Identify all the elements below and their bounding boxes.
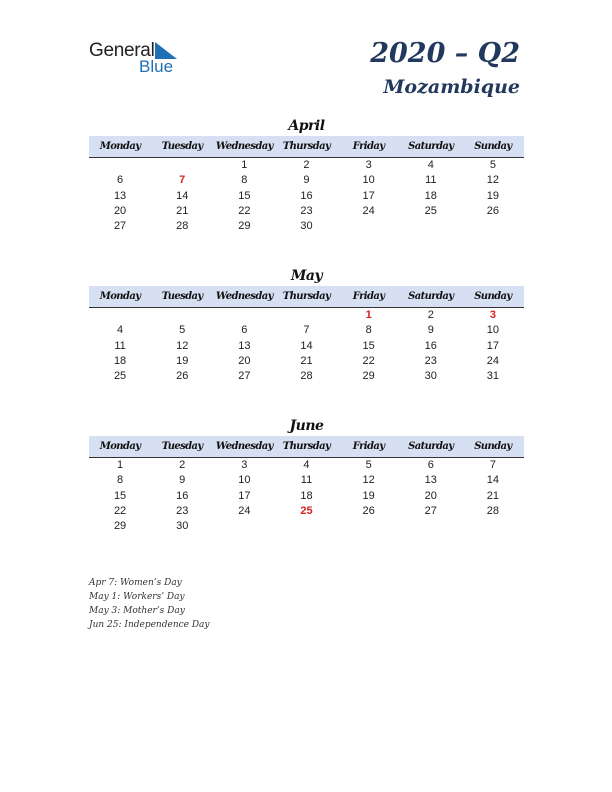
day-cell: 8	[241, 174, 248, 187]
day-cell: 20	[113, 204, 127, 217]
day-cell: 16	[424, 339, 437, 352]
weekday-label: Thursday	[282, 291, 331, 302]
day-cell: 12	[486, 174, 500, 187]
weekday-label: Saturday	[408, 141, 454, 152]
month-grid	[89, 158, 524, 234]
day-cell: 7	[179, 174, 186, 187]
day-cell: 21	[300, 354, 313, 367]
week-row	[89, 158, 524, 173]
week-row	[89, 339, 524, 354]
holiday-note: Jun 25: Independence Day	[89, 620, 210, 630]
day-cell: 21	[486, 489, 500, 502]
weekday-label: Tuesday	[161, 291, 203, 302]
weekday-label: Friday	[352, 441, 385, 452]
day-cell: 27	[424, 504, 437, 517]
day-cell: 24	[238, 504, 251, 517]
week-row	[89, 219, 524, 234]
day-cell: 11	[114, 339, 126, 352]
holiday-note: May 1: Workers’ Day	[89, 592, 185, 602]
week-row	[89, 369, 524, 384]
day-cell: 14	[176, 189, 189, 202]
day-cell: 22	[113, 504, 127, 517]
weekday-label: Wednesday	[215, 441, 273, 452]
day-cell: 9	[179, 474, 186, 487]
day-cell: 5	[489, 159, 496, 171]
day-cell: 30	[176, 520, 189, 533]
month-may	[89, 266, 524, 384]
month-june	[89, 416, 524, 534]
weekday-label: Wednesday	[215, 141, 273, 152]
day-cell: 2	[179, 459, 186, 471]
day-cell: 19	[176, 354, 189, 367]
month-grid	[89, 458, 524, 534]
day-cell: 28	[176, 220, 189, 233]
day-cell: 18	[113, 354, 127, 367]
country-name: Mozambique	[383, 76, 520, 98]
week-row	[89, 354, 524, 369]
week-row	[89, 323, 524, 338]
day-cell	[275, 519, 337, 534]
day-cell: 5	[179, 324, 186, 337]
week-row	[89, 308, 524, 323]
month-april	[89, 116, 524, 234]
day-cell: 11	[425, 174, 437, 187]
day-cell: 8	[365, 324, 372, 337]
day-cell: 6	[427, 459, 434, 471]
day-cell: 13	[238, 339, 251, 352]
day-cell: 13	[424, 474, 437, 487]
day-cell: 30	[424, 370, 437, 383]
day-cell: 27	[113, 220, 127, 233]
day-cell: 22	[238, 204, 251, 217]
day-cell: 18	[424, 189, 437, 202]
day-cell: 15	[238, 189, 251, 202]
day-cell: 16	[300, 189, 313, 202]
weekday-label: Saturday	[408, 291, 454, 302]
day-cell: 10	[486, 324, 500, 337]
day-cell: 12	[176, 339, 189, 352]
day-cell: 7	[489, 459, 496, 471]
day-cell	[338, 219, 400, 234]
day-cell: 1	[241, 159, 248, 171]
day-cell: 15	[362, 339, 375, 352]
holiday-note: May 3: Mother’s Day	[89, 606, 185, 616]
weekday-label: Sunday	[474, 291, 512, 302]
day-cell: 7	[303, 324, 310, 337]
day-cell: 14	[486, 474, 500, 487]
day-cell: 24	[486, 354, 500, 367]
weekday-label: Tuesday	[161, 441, 203, 452]
day-cell: 28	[486, 504, 500, 517]
week-row	[89, 473, 524, 488]
day-cell: 19	[486, 189, 500, 202]
day-cell	[400, 519, 462, 534]
weekday-label: Saturday	[408, 441, 454, 452]
day-cell: 17	[486, 339, 500, 352]
week-row	[89, 519, 524, 534]
day-cell	[338, 519, 400, 534]
day-cell: 20	[424, 489, 437, 502]
day-cell: 9	[427, 324, 434, 337]
day-cell: 25	[424, 204, 437, 217]
day-cell: 12	[362, 474, 375, 487]
day-cell: 27	[238, 370, 251, 383]
week-row	[89, 173, 524, 188]
weekday-label: Friday	[352, 141, 385, 152]
week-row	[89, 458, 524, 473]
weekday-label: Thursday	[282, 141, 331, 152]
day-cell: 23	[300, 204, 313, 217]
logo-text-blue: Blue	[139, 57, 174, 76]
day-cell: 2	[427, 309, 434, 321]
day-cell: 22	[362, 354, 375, 367]
weekday-label: Thursday	[282, 441, 331, 452]
day-cell: 23	[424, 354, 437, 367]
day-cell: 31	[486, 370, 500, 383]
weekday-label: Wednesday	[215, 291, 273, 302]
weekday-label: Friday	[352, 291, 385, 302]
month-grid	[89, 308, 524, 384]
day-cell: 26	[486, 204, 500, 217]
day-cell: 13	[113, 189, 127, 202]
day-cell: 2	[303, 159, 310, 171]
day-cell: 21	[176, 204, 189, 217]
day-cell: 19	[362, 489, 375, 502]
page-title: 2020 – Q2	[370, 38, 520, 69]
day-cell	[400, 219, 462, 234]
day-cell: 3	[241, 459, 248, 471]
day-cell: 29	[362, 370, 375, 383]
month-title: June	[289, 418, 324, 434]
month-title: April	[288, 118, 325, 134]
holiday-notes	[89, 576, 210, 632]
day-cell: 14	[300, 339, 313, 352]
day-cell	[275, 308, 337, 323]
day-cell	[462, 219, 524, 234]
weekday-header	[89, 436, 524, 458]
day-cell: 4	[117, 324, 124, 337]
day-cell: 15	[113, 489, 127, 502]
generalblue-logo	[89, 40, 189, 80]
week-row	[89, 504, 524, 519]
day-cell: 20	[238, 354, 251, 367]
day-cell: 30	[300, 220, 313, 233]
weekday-label: Monday	[99, 141, 141, 152]
weekday-label: Monday	[99, 291, 141, 302]
day-cell: 16	[176, 489, 189, 502]
day-cell: 11	[300, 474, 313, 487]
weekday-label: Sunday	[474, 441, 512, 452]
day-cell: 6	[241, 324, 248, 337]
day-cell: 4	[303, 459, 310, 471]
day-cell: 25	[300, 504, 313, 517]
day-cell	[462, 519, 524, 534]
day-cell: 29	[113, 520, 127, 533]
week-row	[89, 489, 524, 504]
day-cell	[151, 158, 213, 173]
day-cell	[151, 308, 213, 323]
day-cell	[213, 519, 275, 534]
day-cell: 26	[362, 504, 375, 517]
day-cell: 18	[300, 489, 313, 502]
day-cell	[213, 308, 275, 323]
day-cell: 29	[238, 220, 251, 233]
weekday-label: Tuesday	[161, 141, 203, 152]
logo-text-general: General	[89, 40, 155, 61]
day-cell: 6	[117, 174, 124, 187]
weekday-label: Sunday	[474, 141, 512, 152]
day-cell: 10	[238, 474, 251, 487]
day-cell: 26	[176, 370, 189, 383]
day-cell: 17	[238, 489, 251, 502]
day-cell: 5	[365, 459, 372, 471]
day-cell: 3	[365, 159, 372, 171]
day-cell	[89, 308, 151, 323]
day-cell: 8	[117, 474, 124, 487]
weekday-label: Monday	[99, 441, 141, 452]
day-cell: 23	[176, 504, 189, 517]
day-cell: 10	[362, 174, 375, 187]
day-cell: 17	[362, 189, 375, 202]
holiday-note: Apr 7: Women’s Day	[89, 578, 182, 588]
day-cell: 1	[365, 309, 372, 321]
day-cell: 3	[489, 309, 496, 321]
month-title: May	[290, 268, 323, 284]
day-cell	[89, 158, 151, 173]
week-row	[89, 189, 524, 204]
day-cell: 1	[117, 459, 124, 471]
weekday-header	[89, 286, 524, 308]
week-row	[89, 204, 524, 219]
day-cell: 9	[303, 174, 310, 187]
day-cell: 4	[427, 159, 434, 171]
day-cell: 28	[300, 370, 313, 383]
day-cell: 24	[362, 204, 375, 217]
day-cell: 25	[113, 370, 127, 383]
weekday-header	[89, 136, 524, 158]
